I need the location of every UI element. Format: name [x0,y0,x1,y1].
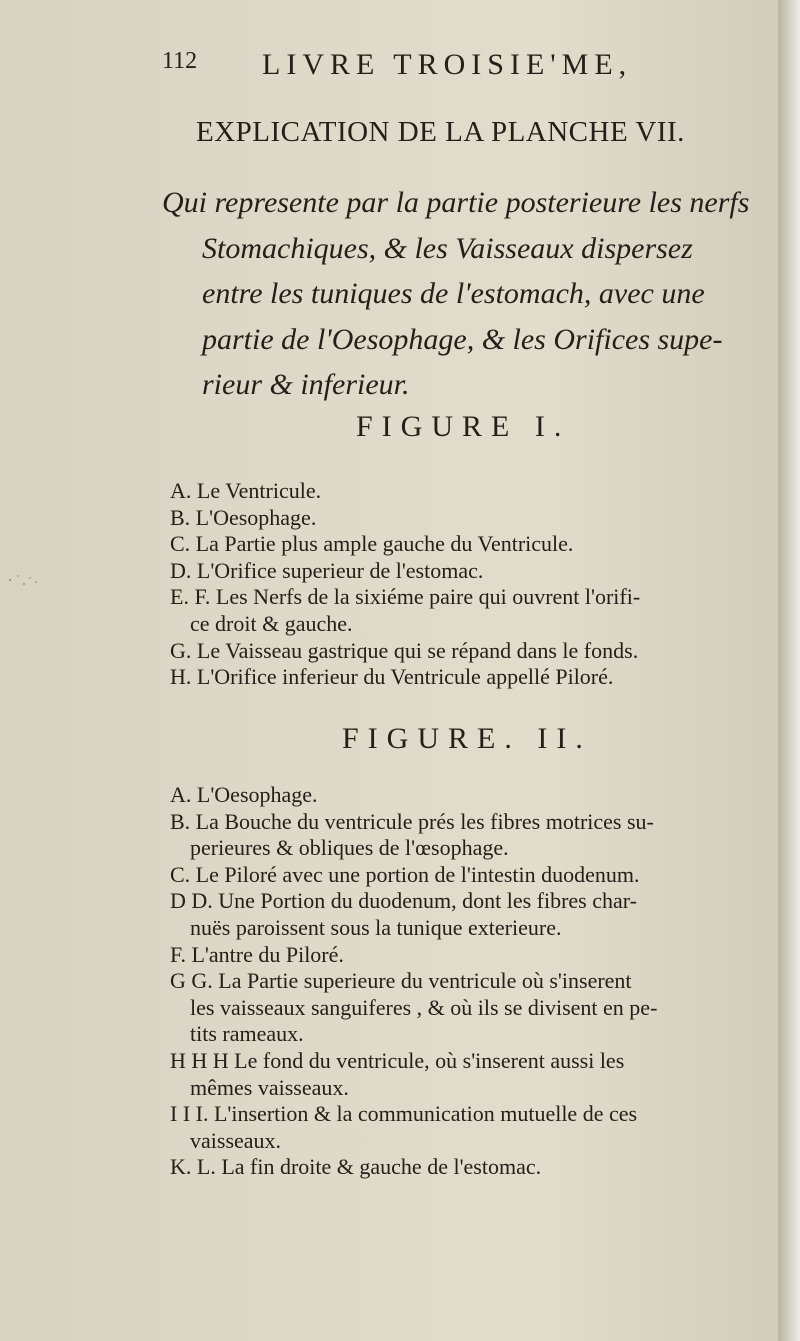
legend-line: E. F. Les Nerfs de la sixiéme paire qui ouvrent l'orifi- [170,584,641,610]
legend-item [170,638,770,665]
legend-line: I I I. L'insertion & la communication mutuelle de ces [170,1101,638,1127]
legend-line: vaisseaux. [190,1127,282,1153]
legend-line: A. L'Oesophage. [170,782,318,807]
page-edge [778,0,800,1341]
legend-line: B. L'Oesophage. [170,504,317,530]
legend-line: D D. Une Portion du duodenum, dont les fibres char- [170,888,637,914]
legend-item [170,782,770,809]
legend-item [170,1101,770,1154]
description-line: rieur & inferieur. [202,368,410,401]
legend-line: perieures & obliques de l'œsophage. [190,835,509,861]
page-number: 112 [162,48,198,74]
running-head-title: LIVRE TROISIE'ME, [262,48,633,81]
legend-item [170,942,770,969]
legend-line: nuës paroissent sous la tunique exterieure. [190,914,562,940]
legend-line: C. Le Piloré avec une portion de l'intestin duodenum. [170,861,640,887]
legend-line: H H H Le fond du ventricule, où s'inserent aussi les [170,1047,625,1073]
legend-item [170,584,770,637]
legend-line: K. L. La fin droite & gauche de l'estomac. [170,1154,542,1180]
legend-line: ce droit & gauche. [190,610,353,636]
figure-2-legend [170,782,770,1181]
legend-line: mêmes vaisseaux. [190,1074,349,1100]
figure-2-heading: FIGURE. II. [342,722,592,755]
legend-line: F. L'antre du Piloré. [170,941,344,967]
page-title: EXPLICATION DE LA PLANCHE VII. [196,116,685,148]
legend-item [170,1048,770,1101]
figure-1-heading: FIGURE I. [356,410,571,443]
description-line: entre les tuniques de l'estomach, avec une [202,277,705,310]
running-header [162,48,662,88]
legend-item [170,531,770,558]
legend-line: G. Le Vaisseau gastrique qui se répand dans le fonds. [170,637,639,663]
legend-item [170,809,770,862]
description-line: Qui represente par la partie posterieure les nerfs [162,186,750,219]
legend-item [170,862,770,889]
description-line: Stomachiques, & les Vaisseaux dispersez [202,231,693,265]
legend-line: C. La Partie plus ample gauche du Ventricule. [170,531,574,557]
figure-1-legend [170,478,770,691]
legend-item [170,558,770,585]
legend-item [170,478,770,505]
legend-item [170,888,770,941]
description-line: partie de l'Oesophage, & les Orifices supe- [202,322,723,356]
legend-line: G G. La Partie superieure du ventricule où s'inserent [170,968,632,994]
legend-item [170,505,770,532]
legend-line: B. La Bouche du ventricule prés les fibres motrices su- [170,808,654,834]
legend-line: les vaisseaux sanguiferes , & où ils se divisent en pe- [190,994,658,1020]
legend-line: H. L'Orifice inferieur du Ventricule appellé Piloré. [170,664,614,690]
legend-line: tits rameaux. [190,1021,304,1047]
legend-item [170,1154,770,1181]
ink-speckle-decoration [0,560,60,600]
legend-item [170,968,770,1048]
legend-line: D. L'Orifice superieur de l'estomac. [170,557,484,583]
legend-item [170,664,770,691]
legend-line: A. Le Ventricule. [170,478,322,503]
plate-description [162,180,762,408]
